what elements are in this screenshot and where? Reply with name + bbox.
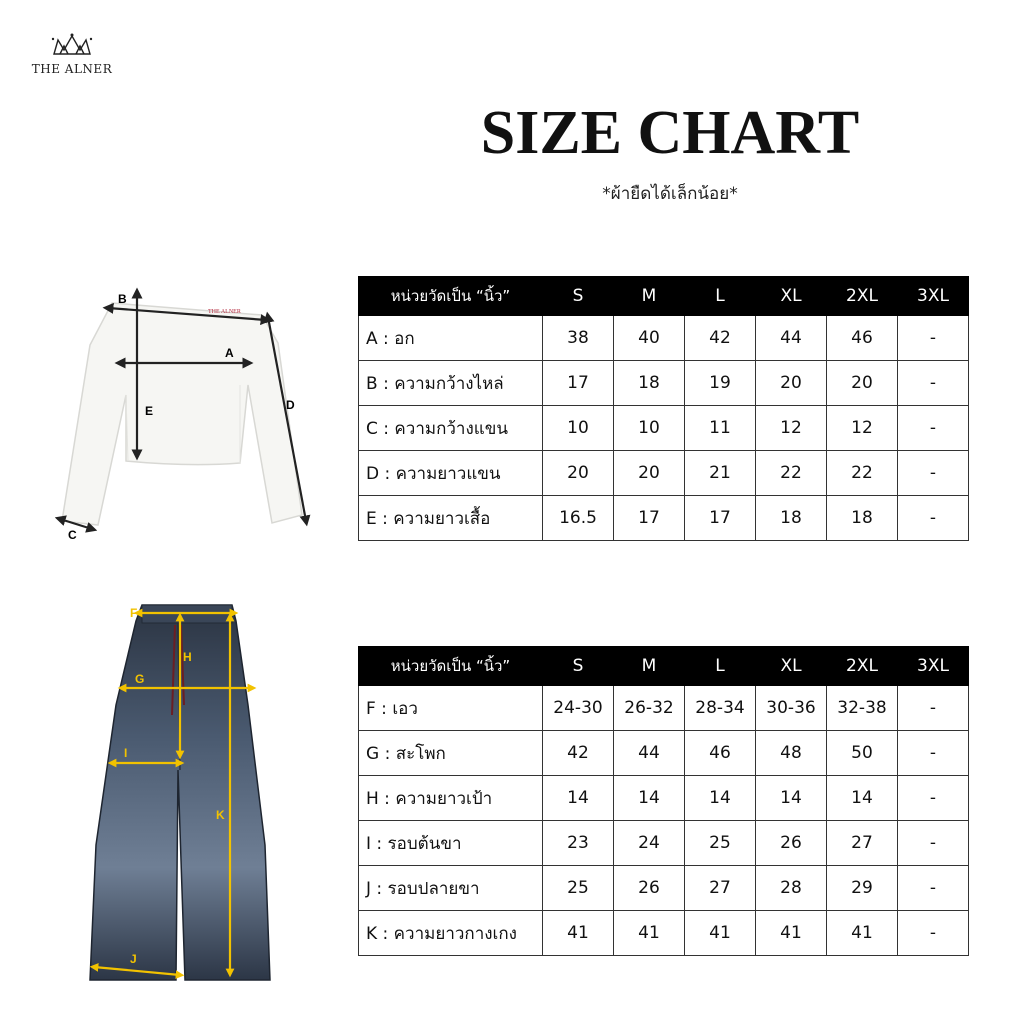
table-cell: 14	[827, 776, 898, 821]
table-cell: 14	[614, 776, 685, 821]
shirt-shape	[62, 303, 302, 525]
table-cell: -	[898, 731, 969, 776]
label-B: B	[118, 292, 127, 306]
table-cell: 41	[827, 911, 898, 956]
size-header-3xl: 3XL	[898, 277, 969, 316]
table-cell: 20	[614, 451, 685, 496]
table-cell: 12	[756, 406, 827, 451]
table-cell: 27	[685, 866, 756, 911]
size-header-xl: XL	[756, 277, 827, 316]
table-cell: 44	[614, 731, 685, 776]
label-C: C	[68, 528, 77, 542]
table-row	[359, 776, 969, 821]
table-cell: 22	[756, 451, 827, 496]
size-header-2xl: 2XL	[827, 647, 898, 686]
row-label: I : รอบต้นขา	[359, 821, 543, 866]
table-cell: 17	[614, 496, 685, 541]
table-cell: 14	[685, 776, 756, 821]
table-cell: 20	[756, 361, 827, 406]
table-cell: 46	[827, 316, 898, 361]
table-cell: 14	[543, 776, 614, 821]
table-cell: 46	[685, 731, 756, 776]
row-label: D : ความยาวแขน	[359, 451, 543, 496]
table-cell: 25	[685, 821, 756, 866]
row-label: C : ความกว้างแขน	[359, 406, 543, 451]
table-cell: 42	[543, 731, 614, 776]
table-cell: 40	[614, 316, 685, 361]
table-cell: 18	[614, 361, 685, 406]
row-label: H : ความยาวเป้า	[359, 776, 543, 821]
table-row	[359, 821, 969, 866]
size-header-m: M	[614, 647, 685, 686]
page-title: SIZE CHART	[480, 99, 860, 167]
table-cell: 44	[756, 316, 827, 361]
table-cell: 26-32	[614, 686, 685, 731]
size-header-s: S	[543, 647, 614, 686]
table-row	[359, 496, 969, 541]
label-K: K	[216, 808, 225, 822]
table-cell: 29	[827, 866, 898, 911]
table-row	[359, 866, 969, 911]
table-cell: 20	[543, 451, 614, 496]
size-header-l: L	[685, 647, 756, 686]
table-row	[359, 686, 969, 731]
table-cell: 41	[756, 911, 827, 956]
unit-header: หน่วยวัดเป็น “นิ้ว”	[359, 647, 543, 686]
table-cell: 19	[685, 361, 756, 406]
table-cell: 10	[614, 406, 685, 451]
label-A: A	[225, 346, 234, 360]
label-E: E	[145, 404, 154, 418]
row-label: G : สะโพก	[359, 731, 543, 776]
row-label: K : ความยาวกางเกง	[359, 911, 543, 956]
unit-header: หน่วยวัดเป็น “นิ้ว”	[359, 277, 543, 316]
table-cell: 48	[756, 731, 827, 776]
table-cell: 26	[614, 866, 685, 911]
table-cell: 22	[827, 451, 898, 496]
table-cell: 26	[756, 821, 827, 866]
label-D: D	[286, 398, 295, 412]
size-header-m: M	[614, 277, 685, 316]
table-cell: 41	[685, 911, 756, 956]
brand-name: THE ALNER	[31, 62, 113, 76]
table-cell: 12	[827, 406, 898, 451]
table-row	[359, 406, 969, 451]
brand-logo	[22, 32, 122, 76]
row-label: A : อก	[359, 316, 543, 361]
table-cell: 30-36	[756, 686, 827, 731]
table-header-row	[359, 277, 969, 316]
table-cell: -	[898, 361, 969, 406]
table-cell: 41	[543, 911, 614, 956]
table-cell: -	[898, 686, 969, 731]
pants-illustration	[80, 595, 280, 990]
table-cell: 28-34	[685, 686, 756, 731]
bottom-size-table	[358, 646, 969, 956]
label-J: J	[130, 952, 137, 966]
size-header-xl: XL	[756, 647, 827, 686]
shirt-print: THE ALNER	[208, 309, 241, 315]
page-subtitle: *ผ้ายืดได้เล็กน้อย*	[602, 184, 738, 204]
table-cell: -	[898, 821, 969, 866]
table-cell: 14	[756, 776, 827, 821]
size-header-l: L	[685, 277, 756, 316]
table-cell: 41	[614, 911, 685, 956]
table-cell: 42	[685, 316, 756, 361]
table-cell: 11	[685, 406, 756, 451]
table-row	[359, 361, 969, 406]
size-header-2xl: 2XL	[827, 277, 898, 316]
table-cell: -	[898, 406, 969, 451]
row-label: J : รอบปลายขา	[359, 866, 543, 911]
table-cell: -	[898, 451, 969, 496]
row-label: F : เอว	[359, 686, 543, 731]
label-G: G	[135, 672, 145, 686]
crown-icon	[50, 32, 94, 58]
top-size-table	[358, 276, 969, 541]
label-I: I	[124, 746, 128, 760]
table-row	[359, 316, 969, 361]
table-cell: 27	[827, 821, 898, 866]
table-cell: 18	[827, 496, 898, 541]
table-cell: 32-38	[827, 686, 898, 731]
table-row	[359, 731, 969, 776]
table-cell: 50	[827, 731, 898, 776]
size-header-s: S	[543, 277, 614, 316]
table-row	[359, 451, 969, 496]
table-cell: 17	[543, 361, 614, 406]
table-cell: -	[898, 496, 969, 541]
table-cell: 24-30	[543, 686, 614, 731]
label-F: F	[130, 606, 138, 620]
table-cell: 24	[614, 821, 685, 866]
table-cell: 25	[543, 866, 614, 911]
table-row	[359, 911, 969, 956]
table-cell: 17	[685, 496, 756, 541]
shirt-illustration	[40, 275, 330, 550]
table-cell: -	[898, 866, 969, 911]
table-cell: -	[898, 776, 969, 821]
table-cell: 20	[827, 361, 898, 406]
row-label: E : ความยาวเสื้อ	[359, 496, 543, 541]
table-cell: 16.5	[543, 496, 614, 541]
table-cell: 38	[543, 316, 614, 361]
label-H: H	[183, 650, 192, 664]
table-cell: -	[898, 911, 969, 956]
table-header-row	[359, 647, 969, 686]
table-cell: 23	[543, 821, 614, 866]
table-cell: 10	[543, 406, 614, 451]
row-label: B : ความกว้างไหล่	[359, 361, 543, 406]
table-cell: 21	[685, 451, 756, 496]
table-cell: 28	[756, 866, 827, 911]
table-cell: 18	[756, 496, 827, 541]
size-header-3xl: 3XL	[898, 647, 969, 686]
table-cell: -	[898, 316, 969, 361]
